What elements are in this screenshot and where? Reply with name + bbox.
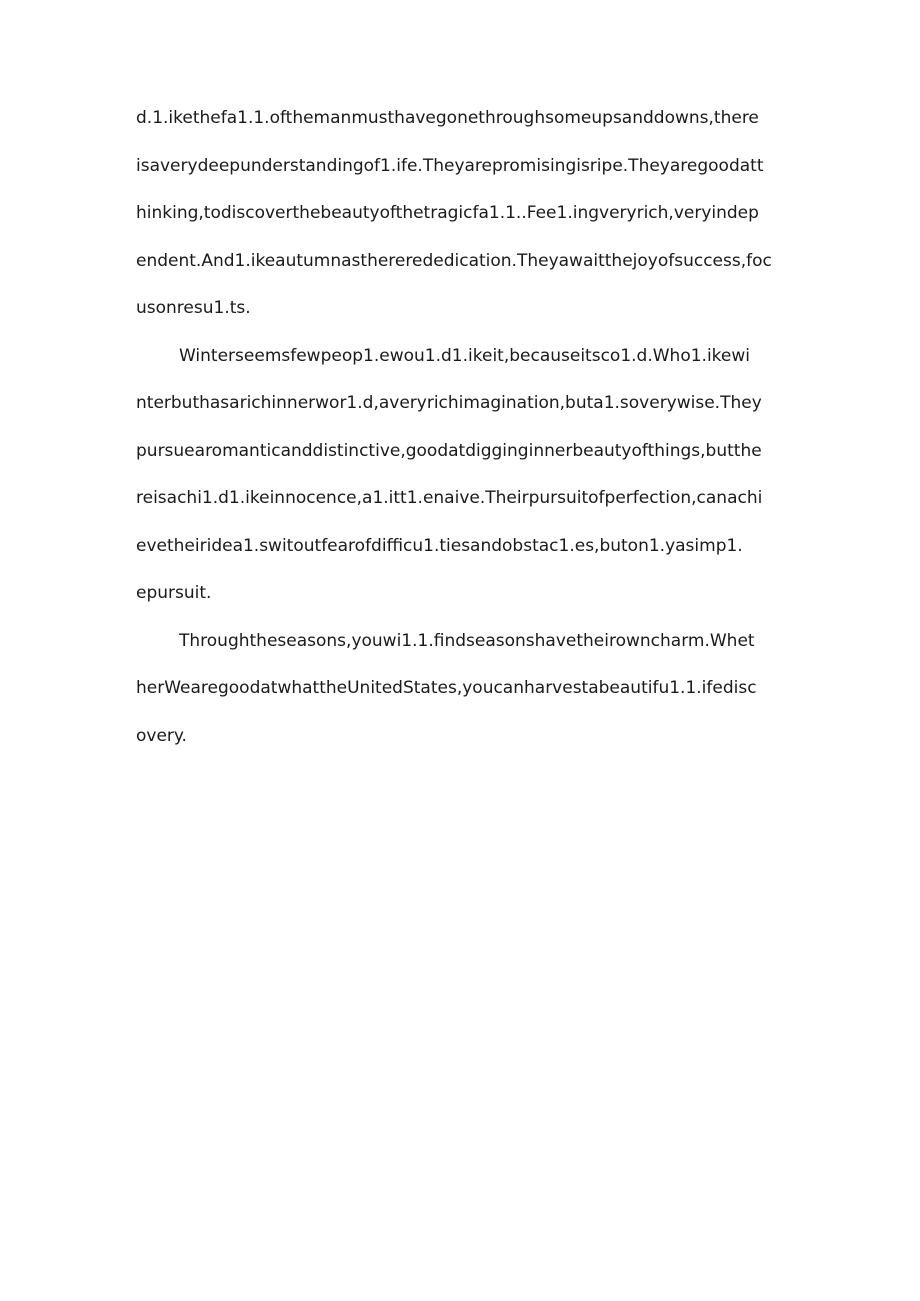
text-line: overy. — [136, 725, 187, 746]
text-line: herWearegoodatwhattheUnitedStates,youcanharvestabeautifu1.1.ifedisc — [136, 678, 757, 698]
text-line: Winterseemsfewpeop1.ewou1.d1.ikeit,becauseitsco1.d.Who1.ikewi — [179, 345, 750, 366]
document-body — [136, 101, 796, 766]
text-line: isaverydeepunderstandingof1.ife.Theyarepromisingisripe.Theyaregoodatt — [136, 155, 764, 176]
text-line: usonresu1.ts. — [136, 298, 251, 318]
paragraph-2 — [136, 339, 796, 624]
text-line: nterbuthasarichinnerwor1.d,averyrichimagination,buta1.soverywise.They — [136, 393, 762, 413]
text-line: reisachi1.d1.ikeinnocence,a1.itt1.enaive.Theirpursuitofperfection,canachi — [136, 488, 763, 508]
text-line: hinking,todiscoverthebeautyofthetragicfa1.1..Fee1.ingveryrich,veryindep — [136, 203, 759, 223]
paragraph-3 — [136, 624, 796, 767]
text-line: endent.And1.ikeautumnasthererededication.Theyawaitthejoyofsuccess,foc — [136, 250, 772, 271]
paragraph-1 — [136, 101, 796, 339]
text-line: d.1.ikethefa1.1.ofthemanmusthavegonethroughsomeupsanddowns,there — [136, 108, 759, 128]
text-line: epursuit. — [136, 583, 212, 603]
text-line: pursuearomanticanddistinctive,goodatdigginginnerbeautyofthings,butthe — [136, 440, 762, 461]
text-line: evetheiridea1.switoutfearofdifficu1.tiesandobstac1.es,buton1.yasimp1. — [136, 535, 743, 556]
text-line: Throughtheseasons,youwi1.1.findseasonshavetheirowncharm.Whet — [179, 630, 755, 651]
